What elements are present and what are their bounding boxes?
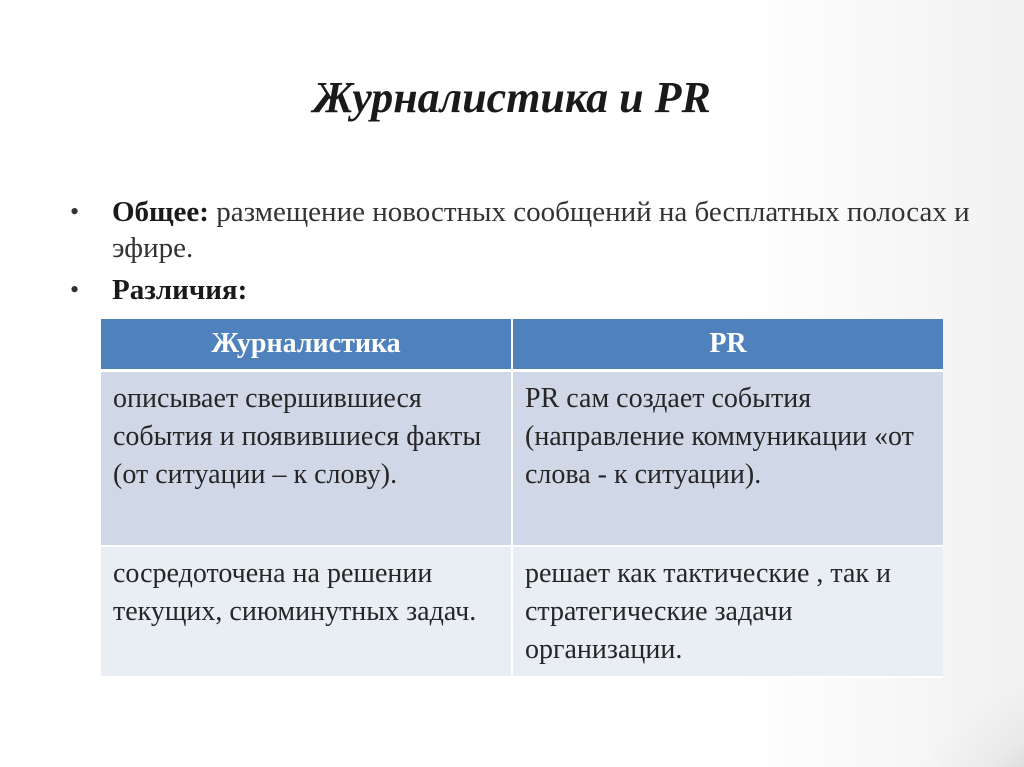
bullet-dot-icon: • (70, 275, 80, 304)
table-row (101, 371, 943, 547)
table-header-row (101, 319, 943, 371)
comparison-table (101, 319, 943, 678)
table-cell: PR сам создает события (направление коммуникации «от слова - к ситуации). (512, 371, 943, 547)
bullet-lead: Различия: (112, 274, 248, 306)
table-cell: сосредоточена на решении текущих, сиюминутных задач. (101, 546, 512, 677)
header-pr: PR (512, 319, 943, 371)
page-curl-shadow (924, 687, 1024, 767)
slide-title: Журналистика и PR (313, 73, 711, 122)
table-cell: описывает свершившиеся события и появившиеся факты (от ситуации – к слову). (101, 371, 512, 547)
bullet-differences (70, 272, 970, 308)
bullet-dot-icon: • (70, 197, 80, 226)
header-journalism: Журналистика (101, 319, 512, 371)
bullet-text: размещение новостных сообщений на бесплатных полосах и эфире. (112, 196, 970, 264)
bullet-lead: Общее: (112, 196, 209, 228)
table-row (101, 546, 943, 677)
bullet-common (70, 194, 970, 266)
bullet-list (70, 194, 970, 314)
table-cell: решает как тактические , так и стратегические задачи организации. (512, 546, 943, 677)
